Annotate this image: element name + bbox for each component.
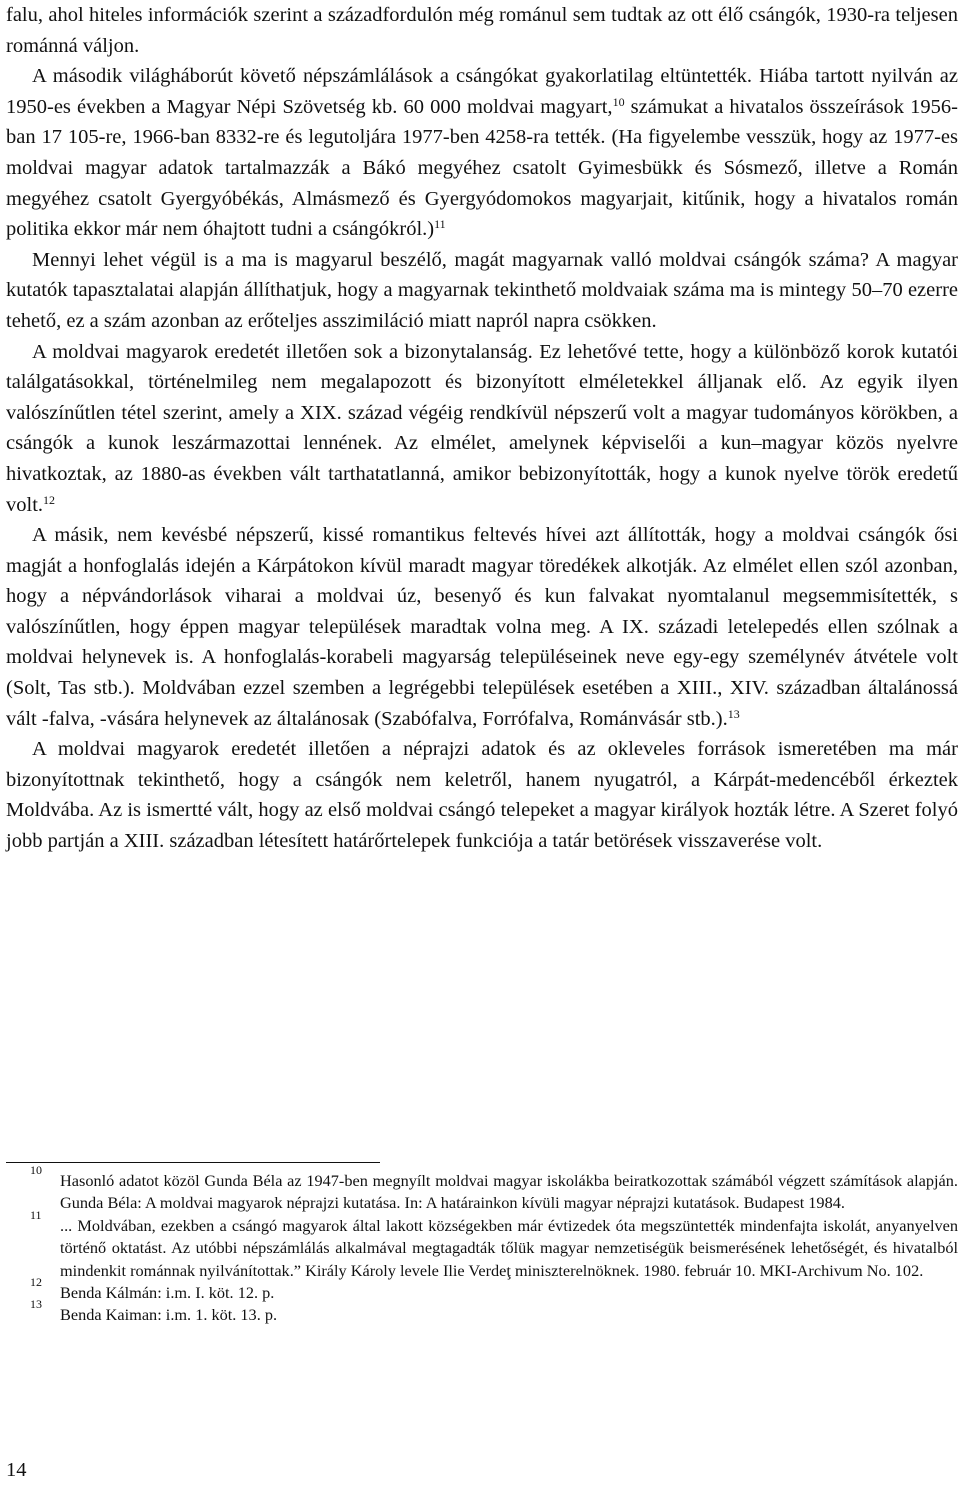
paragraph-text: A moldvai magyarok eredetét illetően sok a bizonytalanság. Ez lehetővé tette, hogy a különböző korok kutatói találgatásokkal, történelmileg nem megalapozott és bizonyított elméletekkel álljanak elő. Az egyik ilyen valószínűtlen tétel szerint, amely a XIX. század végéig rendkívül népszerű volt a magyar tudományos körökben, a csángók a kunok leszármazottai lennének. Az elmélet, amelynek képviselői a kun–magyar közös nyelvre hivatkoztak, az 1880-as években vált tarthatatlanná, amikor bebizonyították, hogy a kunok nyelve török eredetű volt. bbox=[6, 340, 958, 516]
footnote-12 bbox=[6, 1275, 958, 1304]
footnotes bbox=[6, 1163, 958, 1327]
footnote-ref[interactable]: 13 bbox=[727, 706, 740, 721]
paragraph bbox=[6, 520, 958, 734]
paragraph bbox=[6, 734, 958, 856]
body-text bbox=[6, 0, 958, 857]
paragraph-text: számukat a hivatalos összeírások 1956-ban 17 105-re, 1966-ban 8332-re és legutoljára 1977-ben 4258-ra tették. (Ha figyelembe vesszük, hogy az 1977-es moldvai magyar adatok tartalmazzák a Bákó megyéhez csatolt Gyimesbükk és Sósmező, illetve a Román megyéhez csatolt Gyergyóbékás, Almásmező és Gyergyódomokos magyarjait, kitűnik, hogy a hivatalos román politika ekkor már nem óhajtott tudni a csángókról.) bbox=[6, 95, 959, 241]
footnote-ref[interactable]: 11 bbox=[434, 217, 446, 232]
footnote-13 bbox=[6, 1297, 958, 1326]
paragraph-text: A moldvai magyarok eredetét illetően a néprajzi adatok és az okleveles források ismeretében ma már bizonyítottnak tekinthető, hogy a csángók nem keletről, hanem nyugatról, a Kárpát-medencéből érkeztek Moldvába. Az is ismertté vált, hogy az első moldvai csángó telepeket a magyar királyok hozták létre. A Szeret folyó jobb partján a XIII. században létesített határőrtelepek funkciója a tatár betörések visszaverése volt. bbox=[6, 738, 958, 853]
footnote-number: 11 bbox=[30, 1207, 42, 1222]
paragraph-text: A másik, nem kevésbé népszerű, kissé romantikus feltevés hívei azt állították, hogy a moldvai csángók ősi magját a honfoglalás idején a Kárpátokon kívül maradt magyar töredékek alkotják. Az elmélet ellen szól azonban, hogy a népvándorlások viharai a moldvai úz, besenyő és kun falvakat nyomtalanul megsemmisítették, s valószínűtlen, hogy éppen magyar települések maradtak volna meg. A IX. századi letelepedés ellen szólnak a moldvai helynevek is. A honfoglalás-korabeli magyarság településeinek neve egy-egy személynév átvétele volt (Solt, Tas stb.). Moldvában ezzel szemben a legrégebbi települések esetében a XIII., XIV. században általánossá vált -falva, -vására helynevek az általánosak (Szabófalva, Forrófalva, Románvásár stb.). bbox=[6, 524, 958, 730]
footnote-text: ... Moldvában, ezekben a csángó magyarok által lakott községekben már évtizedek óta megszüntették mindenfajta iskolát, anyanyelven történő oktatást. Az utóbbi népszámlálás alkalmával megtagadták tőlük magyar nemzetiségük beismerésének lehetőségét, és hivatalból mindenkit románnak nyilvánítottak.” Király Károly levele Ilie Verdeţ miniszterelnöknek. 1980. február 10. MKI-Archivum No. 102. bbox=[60, 1215, 958, 1280]
footnote-separator bbox=[6, 1162, 380, 1163]
paragraph-text: falu, ahol hiteles információk szerint a századfordulón még románul sem tudtak az ott élő csángók, 1930-ra teljesen románná váljon. bbox=[6, 4, 958, 57]
footnote-number: 12 bbox=[30, 1275, 42, 1290]
footnote-10 bbox=[6, 1163, 958, 1215]
paragraph bbox=[6, 61, 958, 245]
paragraph bbox=[6, 245, 958, 337]
footnote-number: 13 bbox=[30, 1297, 42, 1312]
footnote-number: 10 bbox=[30, 1163, 42, 1177]
footnote-11 bbox=[6, 1207, 958, 1282]
footnote-text: Benda Kálmán: i.m. I. köt. 12. p. bbox=[60, 1283, 275, 1303]
footnote-text: Hasonló adatot közöl Gunda Béla az 1947-ben megnyílt moldvai magyar iskolákba beiratkozottak számából végzett számítások alapján. Gunda Béla: A moldvai magyarok néprajzi kutatása. In: A határainkon kívüli magyar néprajzi kutatások. Budapest 1984. bbox=[60, 1171, 958, 1213]
footnote-ref[interactable]: 12 bbox=[43, 492, 56, 507]
paragraph-text: Mennyi lehet végül is a ma is magyarul beszélő, magát magyarnak valló moldvai csángók száma? A magyar kutatók tapasztalatai alapján állíthatjuk, hogy a magyarnak tekinthető moldvaiak száma ma is mintegy 50–70 ezerre tehető, ez a szám azonban az erőteljes asszimiláció miatt napról napra csökken. bbox=[6, 248, 958, 332]
page-number: 14 bbox=[6, 1459, 27, 1481]
paragraph bbox=[6, 337, 958, 521]
paragraph bbox=[6, 0, 958, 61]
paragraph-text: A második világháborút követő népszámlálások a csángókat gyakorlatilag eltüntették. Hiába tartott nyilván az 1950-es években a Magyar Népi Szövetség kb. 60 000 moldvai magyart, bbox=[6, 65, 958, 118]
footnote-ref[interactable]: 10 bbox=[612, 94, 625, 109]
footnote-text: Benda Kaiman: i.m. 1. köt. 13. p. bbox=[60, 1305, 278, 1325]
